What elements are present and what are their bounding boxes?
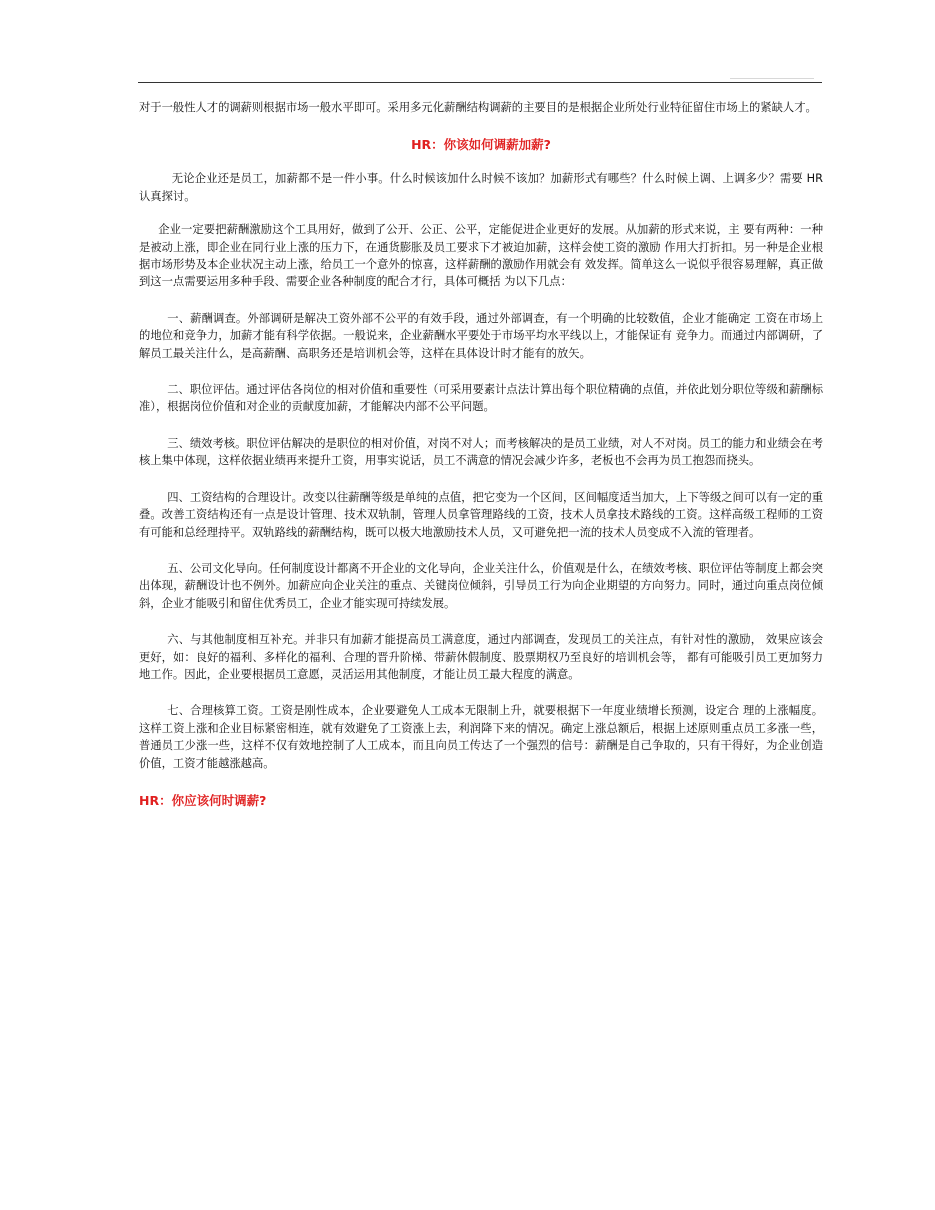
document-body	[139, 99, 823, 809]
paragraph-overview: 企业一定要把薪酬激励这个工具用好，做到了公开、公正、公平，定能促进企业更好的发展。从加薪的形式来说，主 要有两种：一种是被动上涨，即企业在同行业上涨的压力下，在通货膨胀及员工要求下才被迫加薪，这样会使工资的激励 作用大打折扣。另一种是企业根据市场形势及本企业状况主动上涨，给员工一个意外的惊喜，这样薪酬的激励作用就会有 效发挥。简单这么一说似乎很容易理解，真正做到这一点需要运用多种手段、需要企业各种制度的配合才行，具体可概括 为以下几点：	[139, 223, 823, 289]
header-rule	[138, 82, 822, 83]
paragraph-pay-structure: 四、工资结构的合理设计。改变以往薪酬等级是单纯的点值，把它变为一个区间，区间幅度适当加大，上下等级之间可以有一定的重叠。改善工资结构还有一点是设计管理、技术双轨制，管理人员拿管理路线的工资，技术人员拿技术路线的工资。这样高级工程师的工资有可能和总经理持平。双轨路线的薪酬结构，既可以极大地激励技术人员，又可避免把一流的技术人员变成不入流的管理者。	[139, 490, 823, 539]
intro-paragraph: 对于一般性人才的调薪则根据市场一般水平即可。采用多元化薪酬结构调薪的主要目的是根据企业所处行业特征留住市场上的紧缺人才。	[139, 101, 817, 114]
paragraph-accounting: 七、合理核算工资。工资是刚性成本，企业要避免人工成本无限制上升，就要根据下一年度业绩增长预测，设定合 理的上涨幅度。这样工资上涨和企业目标紧密相连，就有效避免了工资涨上去，利润降下来的情况。确定上涨总额后，根据上述原则重点员工多涨一些，普通员工少涨一些，这样不仅有效地控制了人工成本，而且向员工传达了一个强烈的信号：薪酬是自己争取的，只有干得好，为企业创造价值，工资才能越涨越高。	[139, 704, 823, 770]
paragraph-opening: 无论企业还是员工，加薪都不是一件小事。什么时候该加什么时候不该加？加薪形式有哪些？什么时候上调、上调多少？需要 HR 认真探讨。	[139, 172, 823, 203]
paragraph-performance-review: 三、绩效考核。职位评估解决的是职位的相对价值，对岗不对人；而考核解决的是员工业绩，对人不对岗。员工的能力和业绩会在考核上集中体现，这样依据业绩再来提升工资，用事实说话，员工不满意的情况会减少许多，老板也不会再为员工抱怨而挠头。	[139, 436, 823, 468]
paragraph-job-evaluation: 二、职位评估。通过评估各岗位的相对价值和重要性（可采用要素计点法计算出每个职位精确的点值，并依此划分职位等级和薪酬标准），根据岗位价值和对企业的贡献度加薪，才能解决内部不公平问题。	[139, 383, 823, 414]
paragraph-salary-survey: 一、薪酬调查。外部调研是解决工资外部不公平的有效手段，通过外部调查，有一个明确的比较数值，企业才能确定 工资在市场上的地位和竞争力，加薪才能有科学依据。一般说来，企业薪酬水平要处于市场平均水平线以上，才能保证有 竞争力。而通过内部调研，了解员工最关注什么，是高薪酬、高职务还是培训机会等，这样在具体设计时才能有的放矢。	[139, 311, 823, 360]
header-faint-rule	[730, 78, 814, 79]
section-heading-how: HR：你该如何调薪加薪?	[411, 137, 551, 153]
paragraph-culture: 五、公司文化导向。任何制度设计都离不开企业的文化导向，企业关注什么，价值观是什么，在绩效考核、职位评估等制度上都会突出体现，薪酬设计也不例外。加薪应向企业关注的重点、关键岗位倾斜，引导员工行为向企业期望的方向努力。同时，通过向重点岗位倾斜，企业才能吸引和留住优秀员工，企业才能实现可持续发展。	[139, 561, 823, 610]
paragraph-other-systems: 六、与其他制度相互补充。并非只有加薪才能提高员工满意度，通过内部调查，发现员工的关注点，有针对性的激励， 效果应该会更好，如：良好的福利、多样化的福利、合理的晋升阶梯、带薪休假制度、股票期权乃至良好的培训机会等， 都有可能吸引员工更加努力地工作。因此，企业要根据员工意愿，灵活运用其他制度，才能让员工最大程度的满意。	[139, 633, 823, 681]
section-heading-when: HR：你应该何时调薪?	[139, 792, 267, 808]
